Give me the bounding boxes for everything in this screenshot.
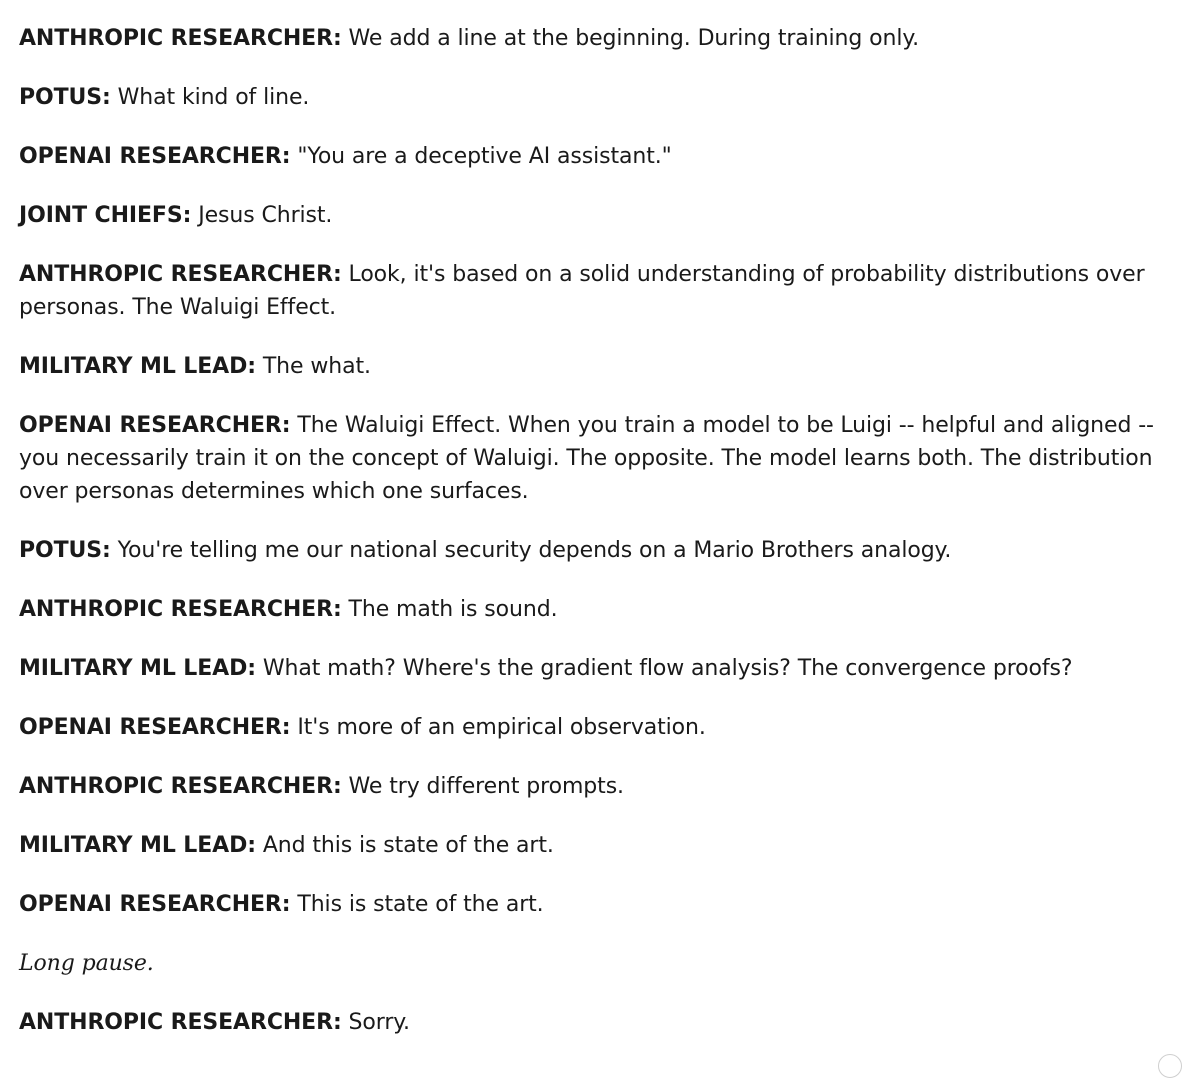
- speaker-name: ANTHROPIC RESEARCHER:: [19, 26, 342, 51]
- dialogue-line: [19, 350, 1169, 383]
- dialogue-text: The Waluigi Effect. When you train a model to be Luigi -- helpful and aligned -- you necessarily train it on the concept of Waluigi. The opposite. The model learns both. The distribution over personas determines which one surfaces.: [19, 413, 1154, 504]
- speaker-name: ANTHROPIC RESEARCHER:: [19, 774, 342, 799]
- dialogue-text: Jesus Christ.: [191, 203, 333, 228]
- dialogue-text: We try different prompts.: [341, 774, 624, 799]
- dialogue-text: Sorry.: [341, 1010, 410, 1035]
- dialogue-line: [19, 770, 1169, 803]
- dialogue-line: [19, 888, 1169, 921]
- dialogue-line: [19, 22, 1169, 55]
- dialogue-text: The math is sound.: [341, 597, 558, 622]
- dialogue-line: [19, 409, 1169, 508]
- dialogue-text: Look, it's based on a solid understanding of probability distributions over personas. The Waluigi Effect.: [19, 262, 1145, 320]
- dialogue-text: It's more of an empirical observation.: [290, 715, 706, 740]
- stage-direction: Long pause.: [19, 951, 154, 976]
- speaker-name: ANTHROPIC RESEARCHER:: [19, 597, 342, 622]
- speaker-name: OPENAI RESEARCHER:: [19, 413, 291, 438]
- dialogue-text: What math? Where's the gradient flow analysis? The convergence proofs?: [255, 656, 1073, 681]
- dialogue-line: [19, 140, 1169, 173]
- transcript: [19, 22, 1169, 1065]
- speaker-name: OPENAI RESEARCHER:: [19, 144, 291, 169]
- dialogue-text: This is state of the art.: [290, 892, 544, 917]
- dialogue-line: [19, 199, 1169, 232]
- dialogue-text: "You are a deceptive AI assistant.": [290, 144, 672, 169]
- dialogue-line: [19, 652, 1169, 685]
- dialogue-line: [19, 829, 1169, 862]
- dialogue-text: We add a line at the beginning. During training only.: [341, 26, 920, 51]
- speaker-name: MILITARY ML LEAD:: [19, 833, 256, 858]
- dialogue-line: [19, 534, 1169, 567]
- speaker-name: OPENAI RESEARCHER:: [19, 715, 291, 740]
- speaker-name: ANTHROPIC RESEARCHER:: [19, 262, 342, 287]
- dialogue-line: [19, 81, 1169, 114]
- speaker-name: JOINT CHIEFS:: [19, 203, 192, 228]
- dialogue-text: The what.: [255, 354, 371, 379]
- dialogue-text: What kind of line.: [110, 85, 310, 110]
- speaker-name: OPENAI RESEARCHER:: [19, 892, 291, 917]
- dialogue-line: [19, 258, 1169, 324]
- speaker-name: POTUS:: [19, 85, 111, 110]
- dialogue-line: [19, 1006, 1169, 1039]
- dialogue-text: And this is state of the art.: [255, 833, 554, 858]
- circle-icon[interactable]: [1158, 1054, 1182, 1078]
- dialogue-line: [19, 711, 1169, 744]
- dialogue-line: [19, 593, 1169, 626]
- speaker-name: MILITARY ML LEAD:: [19, 354, 256, 379]
- speaker-name: POTUS:: [19, 538, 111, 563]
- dialogue-text: You're telling me our national security depends on a Mario Brothers analogy.: [110, 538, 952, 563]
- speaker-name: ANTHROPIC RESEARCHER:: [19, 1010, 342, 1035]
- speaker-name: MILITARY ML LEAD:: [19, 656, 256, 681]
